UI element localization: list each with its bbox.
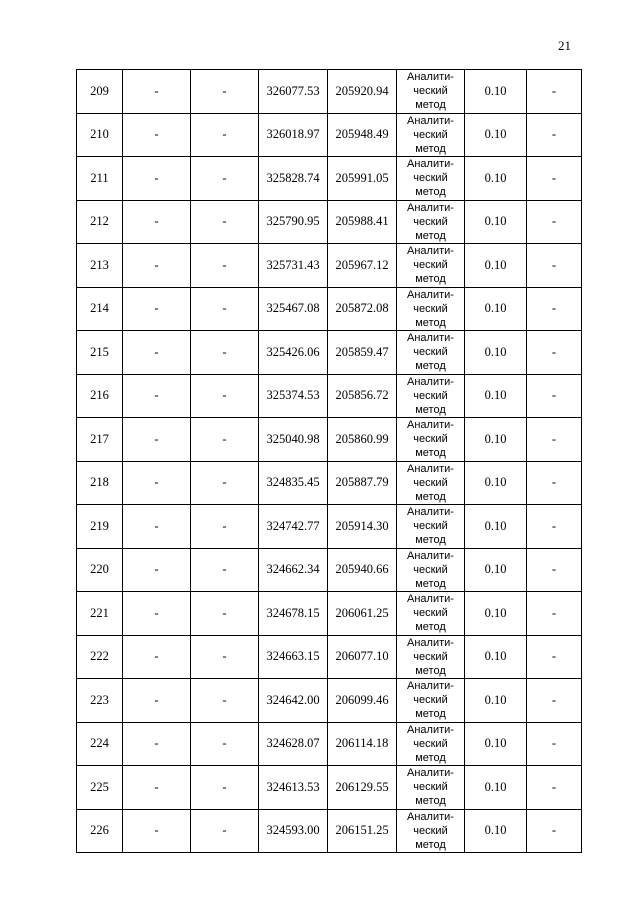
empty-cell-1: -: [123, 331, 191, 375]
method-cell: [397, 722, 465, 766]
empty-cell-2: -: [191, 157, 259, 201]
empty-cell-1: -: [123, 722, 191, 766]
method-line: ческий: [413, 85, 448, 98]
x-coordinate-cell: 325731.43: [259, 244, 328, 288]
table-body: [77, 70, 582, 853]
empty-cell-8: -: [527, 592, 582, 636]
empty-cell-1: -: [123, 374, 191, 418]
accuracy-cell: 0.10: [465, 679, 527, 723]
method-line: ческий: [413, 650, 448, 663]
x-coordinate-cell: 324662.34: [259, 548, 328, 592]
empty-cell-1: -: [123, 287, 191, 331]
point-number-cell: 217: [77, 418, 123, 462]
method-cell: [397, 505, 465, 549]
method-cell: [397, 766, 465, 810]
method-cell: [397, 548, 465, 592]
method-line: Аналити-: [407, 506, 454, 519]
point-number-cell: 214: [77, 287, 123, 331]
method-line: Аналити-: [407, 419, 454, 432]
table-row: [77, 635, 582, 679]
method-line: метод: [415, 229, 446, 242]
method-line: ческий: [413, 737, 448, 750]
empty-cell-2: -: [191, 635, 259, 679]
method-cell: [397, 374, 465, 418]
table-row: [77, 200, 582, 244]
method-line: метод: [415, 99, 446, 112]
accuracy-cell: 0.10: [465, 331, 527, 375]
accuracy-cell: 0.10: [465, 505, 527, 549]
method-cell: [397, 287, 465, 331]
empty-cell-2: -: [191, 505, 259, 549]
method-line: метод: [415, 273, 446, 286]
empty-cell-2: -: [191, 244, 259, 288]
point-number-cell: 222: [77, 635, 123, 679]
point-number-cell: 213: [77, 244, 123, 288]
table-row: [77, 722, 582, 766]
point-number-cell: 216: [77, 374, 123, 418]
y-coordinate-cell: 205940.66: [328, 548, 397, 592]
empty-cell-1: -: [123, 418, 191, 462]
method-line: метод: [415, 577, 446, 590]
empty-cell-8: -: [527, 70, 582, 114]
accuracy-cell: 0.10: [465, 157, 527, 201]
x-coordinate-cell: 326018.97: [259, 113, 328, 157]
method-line: ческий: [413, 520, 448, 533]
method-line: метод: [415, 316, 446, 329]
method-line: Аналити-: [407, 680, 454, 693]
empty-cell-8: -: [527, 113, 582, 157]
method-line: метод: [415, 708, 446, 721]
method-cell: [397, 331, 465, 375]
method-cell: [397, 70, 465, 114]
y-coordinate-cell: 205988.41: [328, 200, 397, 244]
empty-cell-1: -: [123, 70, 191, 114]
point-number-cell: 210: [77, 113, 123, 157]
method-line: метод: [415, 403, 446, 416]
method-line: метод: [415, 838, 446, 851]
method-cell: [397, 244, 465, 288]
table-row: [77, 287, 582, 331]
point-number-cell: 219: [77, 505, 123, 549]
accuracy-cell: 0.10: [465, 70, 527, 114]
accuracy-cell: 0.10: [465, 548, 527, 592]
method-line: метод: [415, 490, 446, 503]
y-coordinate-cell: 205872.08: [328, 287, 397, 331]
method-cell: [397, 809, 465, 853]
x-coordinate-cell: 324613.53: [259, 766, 328, 810]
y-coordinate-cell: 205856.72: [328, 374, 397, 418]
y-coordinate-cell: 205887.79: [328, 461, 397, 505]
point-number-cell: 212: [77, 200, 123, 244]
empty-cell-2: -: [191, 722, 259, 766]
method-line: Аналити-: [407, 114, 454, 127]
x-coordinate-cell: 325828.74: [259, 157, 328, 201]
x-coordinate-cell: 324642.00: [259, 679, 328, 723]
method-line: Аналити-: [407, 636, 454, 649]
point-number-cell: 215: [77, 331, 123, 375]
empty-cell-8: -: [527, 461, 582, 505]
empty-cell-8: -: [527, 331, 582, 375]
method-line: ческий: [413, 476, 448, 489]
empty-cell-2: -: [191, 287, 259, 331]
point-number-cell: 223: [77, 679, 123, 723]
y-coordinate-cell: 205920.94: [328, 70, 397, 114]
accuracy-cell: 0.10: [465, 418, 527, 462]
y-coordinate-cell: 205967.12: [328, 244, 397, 288]
method-line: ческий: [413, 346, 448, 359]
accuracy-cell: 0.10: [465, 722, 527, 766]
empty-cell-8: -: [527, 679, 582, 723]
method-line: Аналити-: [407, 767, 454, 780]
method-line: Аналити-: [407, 245, 454, 258]
accuracy-cell: 0.10: [465, 592, 527, 636]
table-row: [77, 505, 582, 549]
empty-cell-2: -: [191, 461, 259, 505]
table-row: [77, 418, 582, 462]
table-row: [77, 374, 582, 418]
method-line: Аналити-: [407, 593, 454, 606]
empty-cell-2: -: [191, 548, 259, 592]
table-row: [77, 548, 582, 592]
accuracy-cell: 0.10: [465, 461, 527, 505]
empty-cell-8: -: [527, 635, 582, 679]
empty-cell-8: -: [527, 548, 582, 592]
method-line: Аналити-: [407, 288, 454, 301]
method-line: Аналити-: [407, 71, 454, 84]
accuracy-cell: 0.10: [465, 809, 527, 853]
y-coordinate-cell: 206114.18: [328, 722, 397, 766]
y-coordinate-cell: 205914.30: [328, 505, 397, 549]
empty-cell-8: -: [527, 287, 582, 331]
method-line: ческий: [413, 259, 448, 272]
empty-cell-2: -: [191, 331, 259, 375]
method-line: метод: [415, 360, 446, 373]
method-line: ческий: [413, 172, 448, 185]
method-line: Аналити-: [407, 723, 454, 736]
empty-cell-1: -: [123, 461, 191, 505]
y-coordinate-cell: 206099.46: [328, 679, 397, 723]
y-coordinate-cell: 206077.10: [328, 635, 397, 679]
empty-cell-8: -: [527, 722, 582, 766]
table-row: [77, 157, 582, 201]
point-number-cell: 226: [77, 809, 123, 853]
y-coordinate-cell: 205860.99: [328, 418, 397, 462]
method-line: ческий: [413, 781, 448, 794]
empty-cell-2: -: [191, 592, 259, 636]
accuracy-cell: 0.10: [465, 200, 527, 244]
empty-cell-2: -: [191, 70, 259, 114]
method-line: ческий: [413, 389, 448, 402]
table-row: [77, 70, 582, 114]
point-number-cell: 220: [77, 548, 123, 592]
x-coordinate-cell: 325790.95: [259, 200, 328, 244]
empty-cell-1: -: [123, 157, 191, 201]
empty-cell-8: -: [527, 809, 582, 853]
empty-cell-1: -: [123, 548, 191, 592]
empty-cell-8: -: [527, 766, 582, 810]
method-line: Аналити-: [407, 810, 454, 823]
method-line: ческий: [413, 215, 448, 228]
accuracy-cell: 0.10: [465, 635, 527, 679]
method-line: Аналити-: [407, 201, 454, 214]
method-line: Аналити-: [407, 375, 454, 388]
empty-cell-1: -: [123, 505, 191, 549]
point-number-cell: 218: [77, 461, 123, 505]
x-coordinate-cell: 325467.08: [259, 287, 328, 331]
method-line: метод: [415, 795, 446, 808]
x-coordinate-cell: 324678.15: [259, 592, 328, 636]
empty-cell-1: -: [123, 809, 191, 853]
empty-cell-8: -: [527, 505, 582, 549]
empty-cell-1: -: [123, 113, 191, 157]
accuracy-cell: 0.10: [465, 113, 527, 157]
table-row: [77, 809, 582, 853]
x-coordinate-cell: 326077.53: [259, 70, 328, 114]
table-row: [77, 679, 582, 723]
empty-cell-8: -: [527, 374, 582, 418]
method-line: ческий: [413, 694, 448, 707]
empty-cell-2: -: [191, 200, 259, 244]
empty-cell-2: -: [191, 418, 259, 462]
method-line: ческий: [413, 824, 448, 837]
empty-cell-1: -: [123, 766, 191, 810]
x-coordinate-cell: 325374.53: [259, 374, 328, 418]
method-line: ческий: [413, 563, 448, 576]
accuracy-cell: 0.10: [465, 374, 527, 418]
empty-cell-2: -: [191, 766, 259, 810]
empty-cell-2: -: [191, 679, 259, 723]
empty-cell-2: -: [191, 113, 259, 157]
empty-cell-2: -: [191, 374, 259, 418]
empty-cell-8: -: [527, 418, 582, 462]
empty-cell-1: -: [123, 592, 191, 636]
accuracy-cell: 0.10: [465, 244, 527, 288]
method-line: метод: [415, 751, 446, 764]
method-line: метод: [415, 186, 446, 199]
y-coordinate-cell: 206061.25: [328, 592, 397, 636]
empty-cell-2: -: [191, 809, 259, 853]
accuracy-cell: 0.10: [465, 287, 527, 331]
y-coordinate-cell: 205991.05: [328, 157, 397, 201]
y-coordinate-cell: 206129.55: [328, 766, 397, 810]
method-cell: [397, 635, 465, 679]
y-coordinate-cell: 205948.49: [328, 113, 397, 157]
method-cell: [397, 592, 465, 636]
empty-cell-8: -: [527, 157, 582, 201]
empty-cell-8: -: [527, 200, 582, 244]
method-cell: [397, 418, 465, 462]
method-line: метод: [415, 664, 446, 677]
method-line: ческий: [413, 128, 448, 141]
point-number-cell: 211: [77, 157, 123, 201]
x-coordinate-cell: 325040.98: [259, 418, 328, 462]
method-line: метод: [415, 142, 446, 155]
x-coordinate-cell: 325426.06: [259, 331, 328, 375]
method-line: Аналити-: [407, 158, 454, 171]
empty-cell-1: -: [123, 635, 191, 679]
method-line: метод: [415, 447, 446, 460]
table-row: [77, 244, 582, 288]
point-number-cell: 209: [77, 70, 123, 114]
table-row: [77, 592, 582, 636]
x-coordinate-cell: 324742.77: [259, 505, 328, 549]
coordinates-table: [76, 69, 582, 853]
method-line: метод: [415, 534, 446, 547]
method-line: ческий: [413, 433, 448, 446]
x-coordinate-cell: 324593.00: [259, 809, 328, 853]
empty-cell-1: -: [123, 679, 191, 723]
method-cell: [397, 200, 465, 244]
table-row: [77, 331, 582, 375]
y-coordinate-cell: 206151.25: [328, 809, 397, 853]
x-coordinate-cell: 324663.15: [259, 635, 328, 679]
accuracy-cell: 0.10: [465, 766, 527, 810]
empty-cell-1: -: [123, 244, 191, 288]
page-number: 21: [558, 38, 571, 53]
table-row: [77, 113, 582, 157]
x-coordinate-cell: 324835.45: [259, 461, 328, 505]
method-line: ческий: [413, 302, 448, 315]
method-line: метод: [415, 621, 446, 634]
method-cell: [397, 461, 465, 505]
table-row: [77, 461, 582, 505]
empty-cell-1: -: [123, 200, 191, 244]
method-line: Аналити-: [407, 462, 454, 475]
y-coordinate-cell: 205859.47: [328, 331, 397, 375]
table-row: [77, 766, 582, 810]
method-cell: [397, 679, 465, 723]
empty-cell-8: -: [527, 244, 582, 288]
point-number-cell: 224: [77, 722, 123, 766]
method-line: Аналити-: [407, 332, 454, 345]
method-cell: [397, 113, 465, 157]
x-coordinate-cell: 324628.07: [259, 722, 328, 766]
point-number-cell: 221: [77, 592, 123, 636]
method-line: Аналити-: [407, 549, 454, 562]
method-cell: [397, 157, 465, 201]
method-line: ческий: [413, 607, 448, 620]
point-number-cell: 225: [77, 766, 123, 810]
